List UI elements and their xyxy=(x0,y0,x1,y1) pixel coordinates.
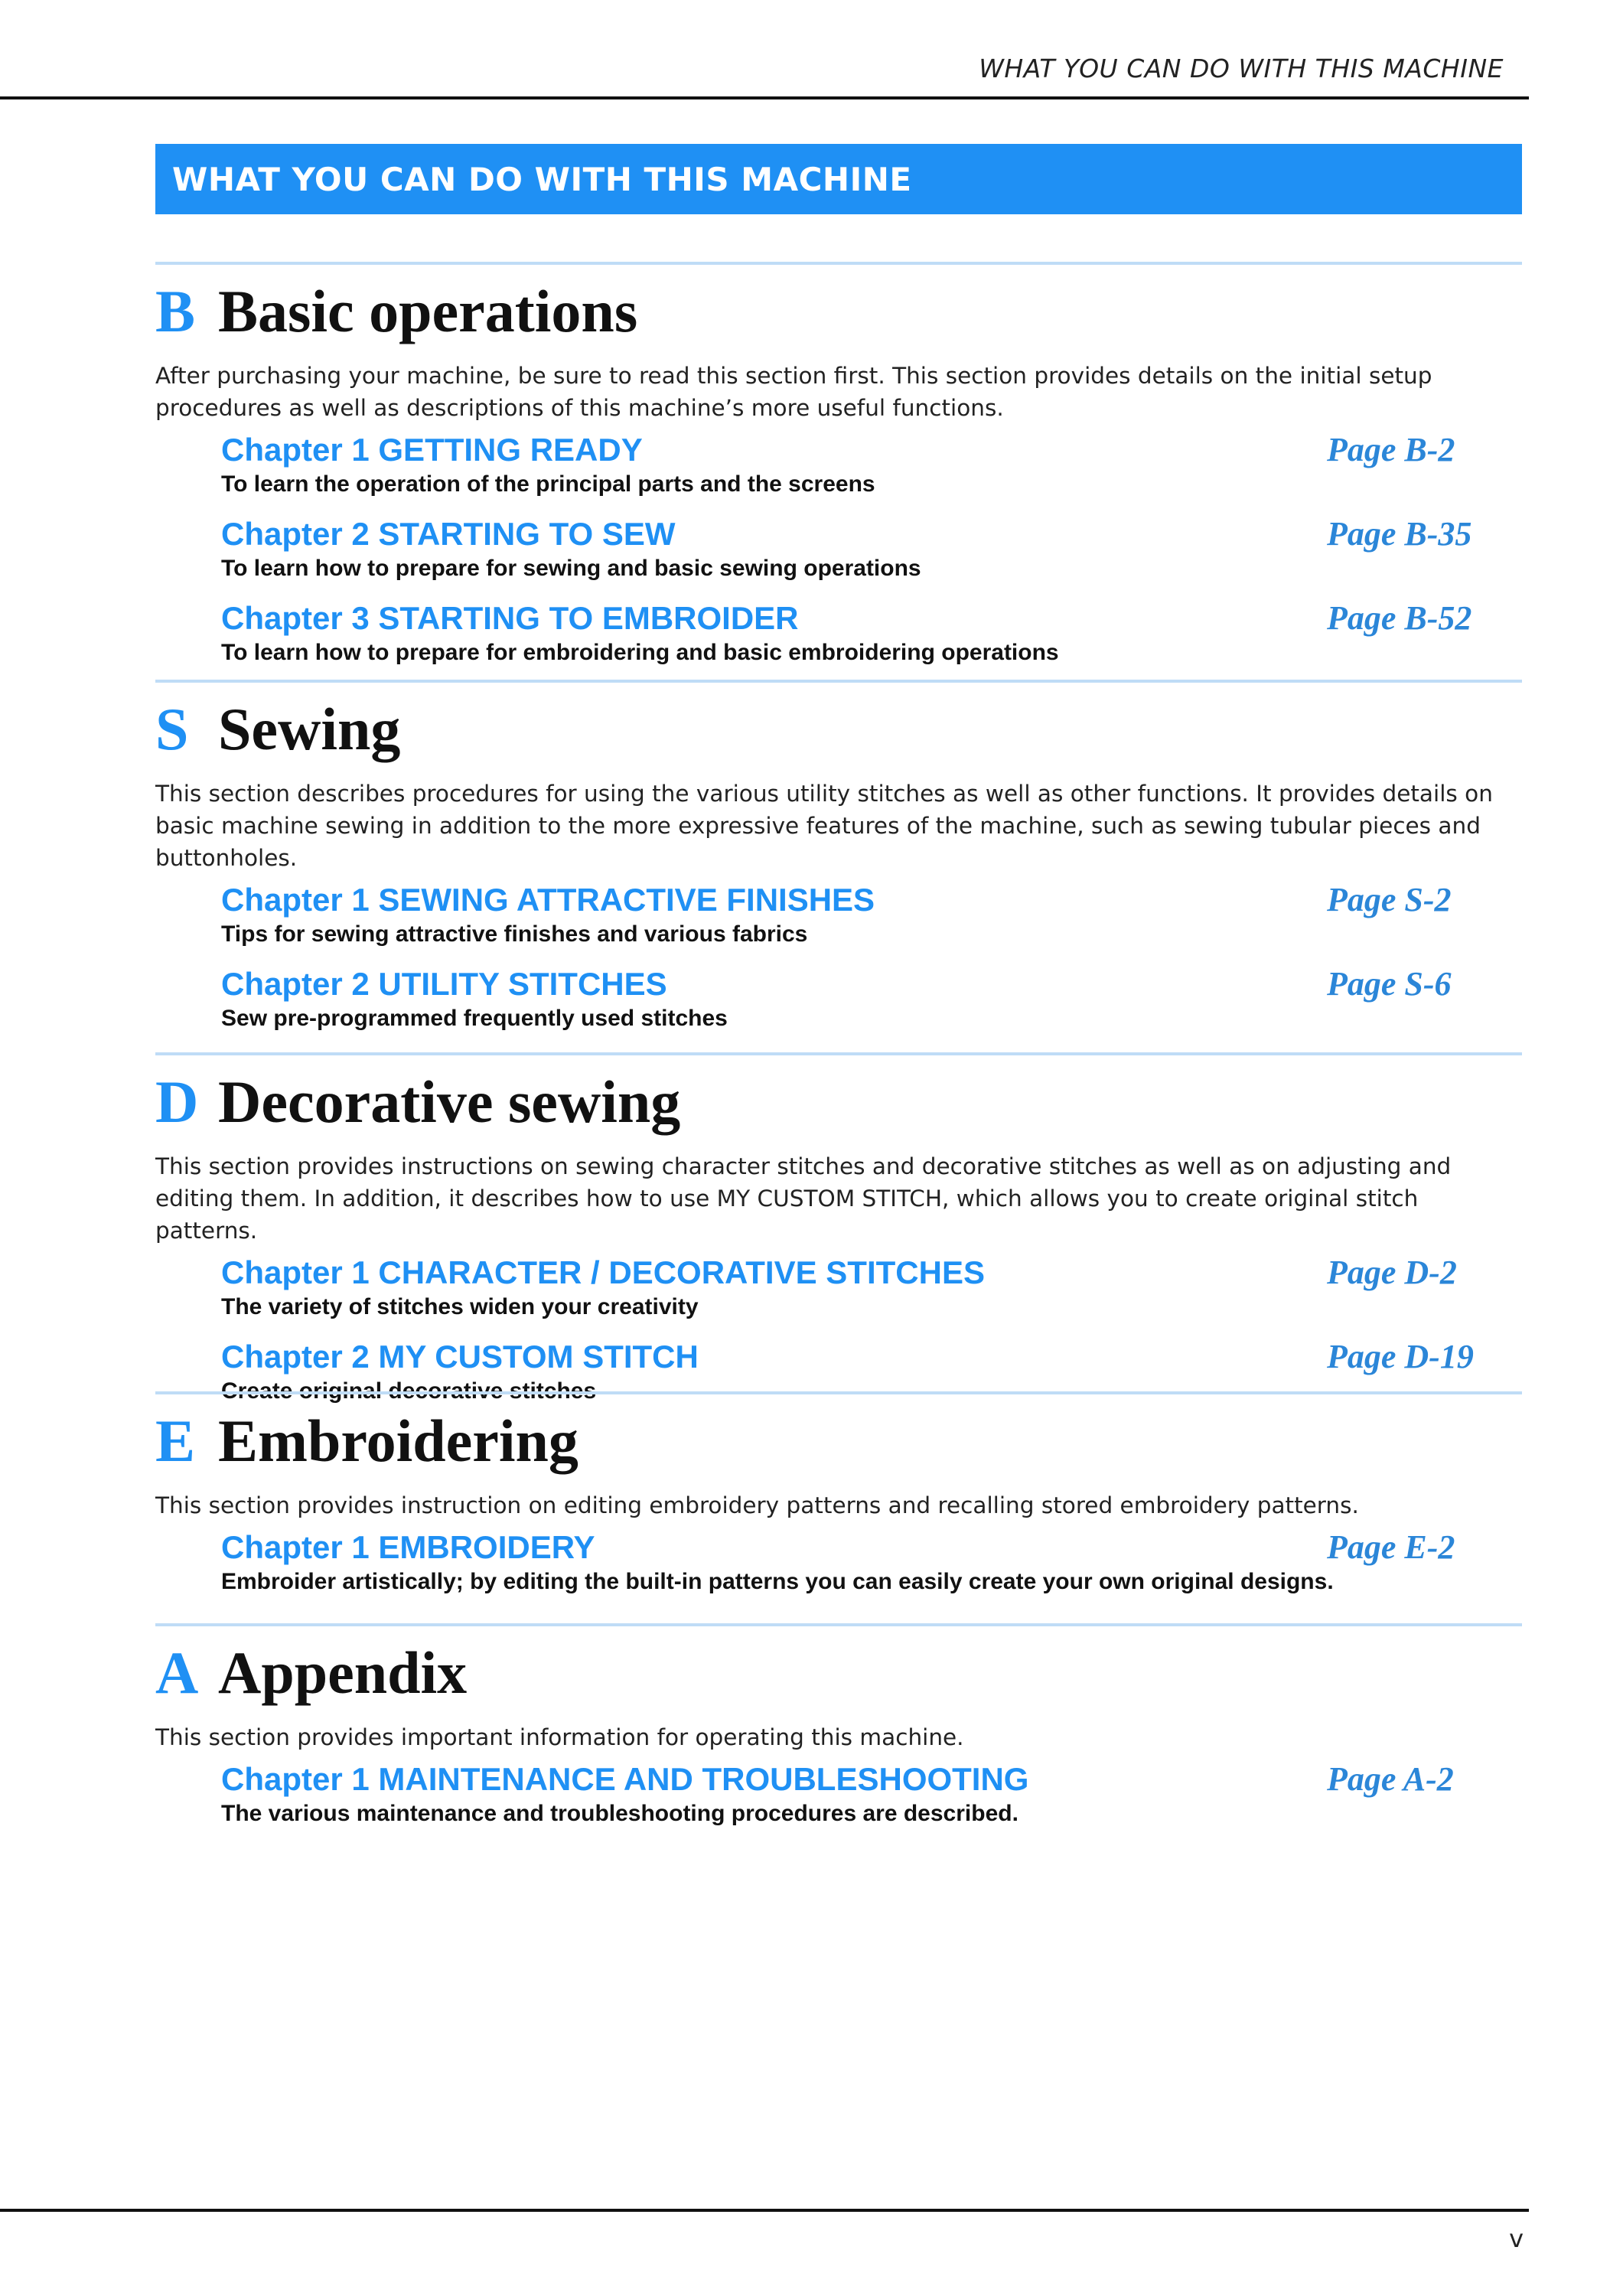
section-embroidering xyxy=(155,1391,1522,1606)
chapter-entry[interactable] xyxy=(221,966,1522,1042)
chapter-entry[interactable] xyxy=(221,432,1522,508)
chapter-page-reference[interactable]: Page A-2 xyxy=(1327,1760,1454,1798)
header-divider xyxy=(0,96,1529,99)
chapter-entry[interactable] xyxy=(221,1254,1522,1331)
chapter-description: The variety of stitches widen your creativity xyxy=(221,1294,699,1319)
section-description: This section describes procedures for using the various utility stitches as well as other functions. It provides details on basic machine sewing in addition to the more expressive features of the machine, such as sewing tubular pieces and buttonholes. xyxy=(155,781,1493,871)
chapter-page-reference[interactable]: Page B-2 xyxy=(1327,431,1455,468)
running-header: WHAT YOU CAN DO WITH THIS MACHINE xyxy=(979,54,1504,83)
section-divider xyxy=(155,1052,1522,1055)
chapter-description: The various maintenance and troubleshooting procedures are described. xyxy=(221,1801,1018,1826)
section-title: Sewing xyxy=(218,696,401,762)
section-description: After purchasing your machine, be sure to read this section first. This section provides details on the initial setup procedures as well as descriptions of this machine’s more useful functions. xyxy=(155,363,1432,421)
section-title: Basic operations xyxy=(218,278,638,344)
chapter-title[interactable]: Chapter 2 MY CUSTOM STITCH xyxy=(221,1339,699,1375)
chapter-entry[interactable] xyxy=(221,1761,1522,1838)
chapter-description: To learn the operation of the principal parts and the screens xyxy=(221,471,875,497)
section-letter: S xyxy=(155,696,189,762)
chapter-page-reference[interactable]: Page S-6 xyxy=(1327,965,1452,1003)
page-number: v xyxy=(1509,2224,1524,2253)
chapter-entry[interactable] xyxy=(221,516,1522,592)
section-basic-operations xyxy=(155,262,1522,677)
chapter-description: To learn how to prepare for sewing and basic sewing operations xyxy=(221,556,921,581)
section-appendix xyxy=(155,1623,1522,1838)
section-decorative-sewing xyxy=(155,1052,1522,1415)
section-description: This section provides important information for operating this machine. xyxy=(155,1724,964,1750)
chapter-page-reference[interactable]: Page B-52 xyxy=(1327,599,1472,637)
chapter-title[interactable]: Chapter 1 MAINTENANCE AND TROUBLESHOOTING xyxy=(221,1761,1029,1797)
section-divider xyxy=(155,1391,1522,1394)
chapter-title[interactable]: Chapter 1 SEWING ATTRACTIVE FINISHES xyxy=(221,882,875,918)
section-letter: D xyxy=(155,1068,199,1135)
section-letter: B xyxy=(155,278,196,344)
chapter-title[interactable]: Chapter 2 STARTING TO SEW xyxy=(221,516,676,552)
chapter-title[interactable]: Chapter 1 CHARACTER / DECORATIVE STITCHES xyxy=(221,1254,985,1290)
chapter-page-reference[interactable]: Page E-2 xyxy=(1327,1528,1455,1566)
chapter-entry[interactable] xyxy=(221,600,1522,677)
section-description: This section provides instruction on editing embroidery patterns and recalling stored embroidery patterns. xyxy=(155,1492,1359,1518)
banner-title: WHAT YOU CAN DO WITH THIS MACHINE xyxy=(172,160,912,198)
section-heading xyxy=(155,1068,1522,1135)
chapter-entry[interactable] xyxy=(221,1529,1522,1606)
section-divider xyxy=(155,262,1522,265)
section-divider xyxy=(155,680,1522,683)
chapter-page-reference[interactable]: Page D-19 xyxy=(1327,1338,1474,1375)
chapter-description: Sew pre-programmed frequently used stitches xyxy=(221,1006,728,1031)
section-heading xyxy=(155,696,1522,762)
footer-divider xyxy=(0,2209,1529,2212)
section-letter: A xyxy=(155,1639,199,1706)
section-divider xyxy=(155,1623,1522,1626)
section-title: Appendix xyxy=(218,1639,468,1706)
section-letter: E xyxy=(155,1407,196,1474)
chapter-page-reference[interactable]: Page D-2 xyxy=(1327,1254,1457,1291)
section-title: Embroidering xyxy=(218,1407,578,1474)
section-description: This section provides instructions on sewing character stitches and decorative stitches as well as on adjusting and editing them. In addition, it describes how to use MY CUSTOM STITCH, which allows you to create original stitch patterns. xyxy=(155,1153,1452,1244)
section-heading xyxy=(155,1639,1522,1706)
chapter-description: Tips for sewing attractive finishes and various fabrics xyxy=(221,921,808,947)
chapter-title[interactable]: Chapter 2 UTILITY STITCHES xyxy=(221,966,667,1002)
chapter-page-reference[interactable]: Page S-2 xyxy=(1327,881,1452,918)
section-sewing xyxy=(155,680,1522,1042)
section-heading xyxy=(155,1407,1522,1474)
chapter-page-reference[interactable]: Page B-35 xyxy=(1327,515,1472,553)
chapter-title[interactable]: Chapter 1 EMBROIDERY xyxy=(221,1529,595,1565)
chapter-title[interactable]: Chapter 3 STARTING TO EMBROIDER xyxy=(221,600,799,636)
chapter-entry[interactable] xyxy=(221,882,1522,958)
chapter-title[interactable]: Chapter 1 GETTING READY xyxy=(221,432,643,468)
section-title: Decorative sewing xyxy=(218,1068,681,1135)
section-heading xyxy=(155,278,1522,344)
chapter-description: To learn how to prepare for embroidering and basic embroidering operations xyxy=(221,640,1059,665)
chapter-description: Embroider artistically; by editing the built-in patterns you can easily create your own original designs. xyxy=(221,1569,1334,1594)
banner xyxy=(155,144,1522,214)
